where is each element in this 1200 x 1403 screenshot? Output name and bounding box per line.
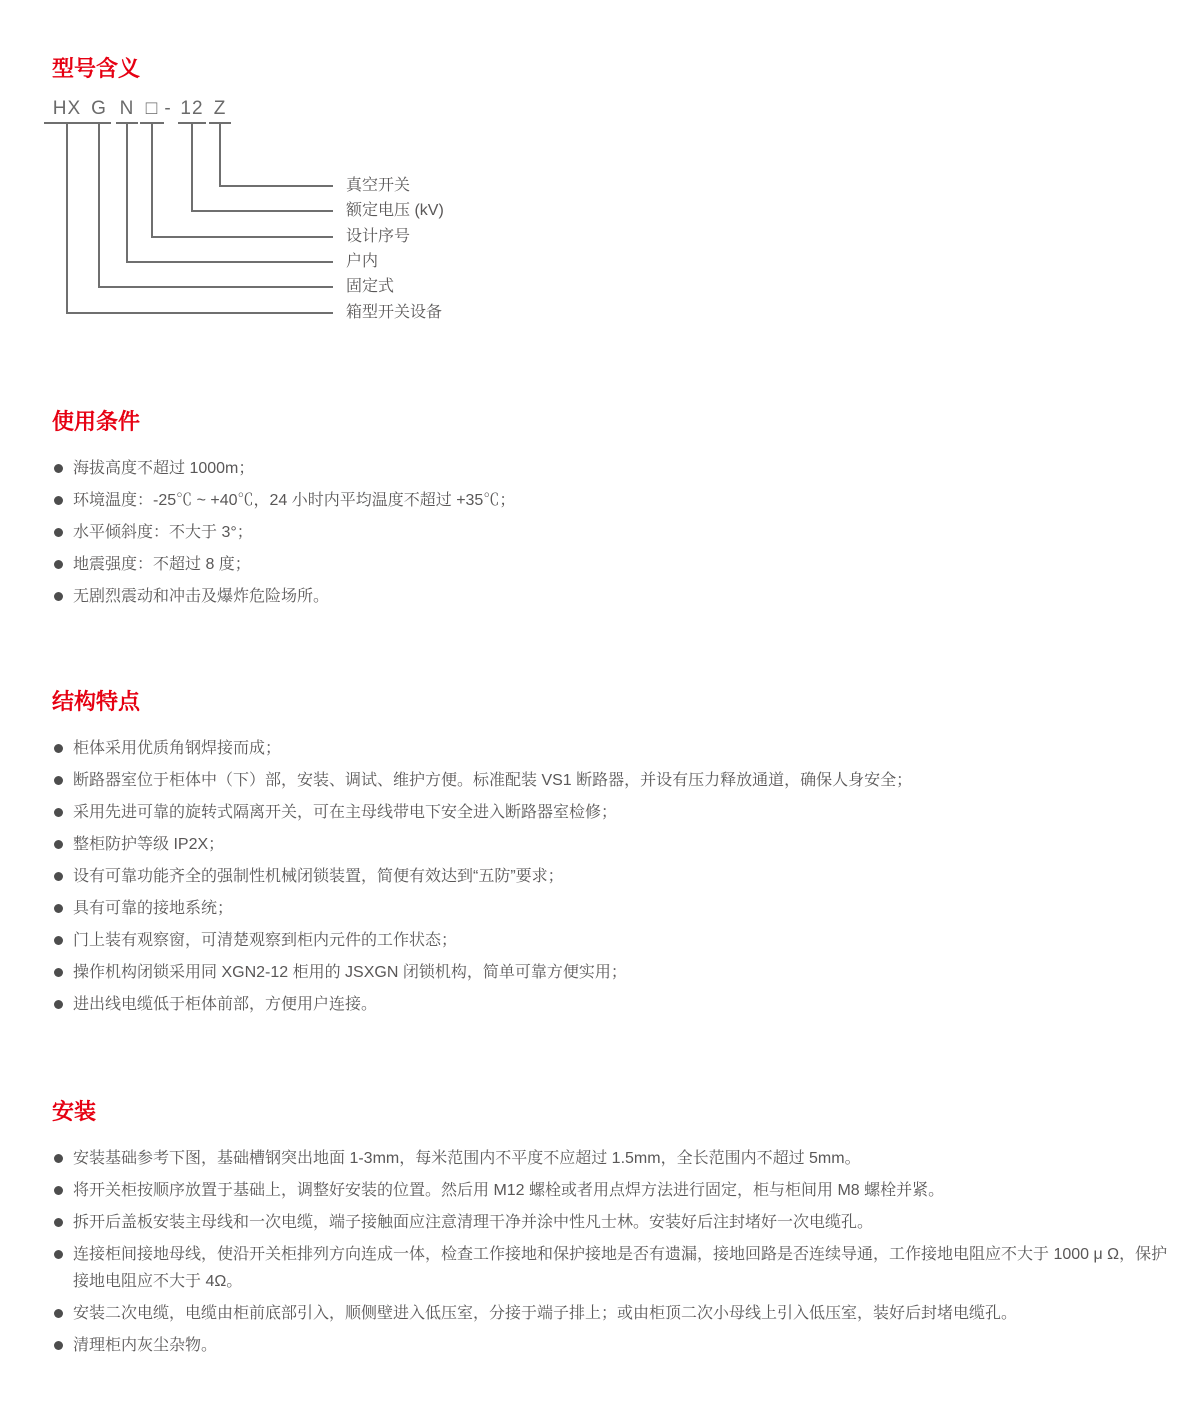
bullet-text: 将开关柜按顺序放置于基础上，调整好安装的位置。然后用 M12 螺栓或者用点焊方法进行固定，柜与柜间用 M8 螺栓并紧。 [73, 1181, 945, 1199]
bullet-text: 无剧烈震动和冲击及爆炸危险场所。 [73, 587, 330, 605]
bullet-icon [54, 528, 63, 537]
list-item [52, 1209, 1182, 1236]
list-item [52, 927, 1182, 954]
bullet-icon [54, 1000, 63, 1009]
connector-vertical-line [66, 122, 68, 314]
model-code-part: 12 [180, 97, 204, 119]
model-code-part: G [91, 97, 107, 119]
section-installation [52, 1098, 1182, 1364]
model-code-part: □ [145, 97, 159, 119]
model-part-label: 固定式 [346, 277, 395, 295]
list-item [52, 519, 1182, 546]
bullet-icon [54, 936, 63, 945]
model-part-label: 户内 [346, 252, 379, 270]
connector-horizontal-line [98, 286, 333, 288]
section-model-meaning [52, 55, 1182, 343]
connector-horizontal-line [219, 185, 333, 187]
install-bullet-list [52, 1145, 1182, 1359]
bullet-icon [54, 744, 63, 753]
list-item [52, 487, 1182, 514]
bullet-text: 安装基础参考下图，基础槽钢突出地面 1-3mm，每米范围内不平度不应超过 1.5mm，全长范围内不超过 5mm。 [73, 1149, 861, 1167]
bullet-text: 连接柜间接地母线，使沿开关柜排列方向连成一体，检查工作接地和保护接地是否有遗漏，接地回路是否连续导通，工作接地电阻应不大于 1000 μ Ω，保护接地电阻应不大于 4Ω。 [73, 1245, 1168, 1290]
model-diagram [52, 98, 652, 343]
bullet-icon [54, 1218, 63, 1227]
connector-horizontal-line [151, 236, 333, 238]
bullet-icon [54, 592, 63, 601]
bullet-icon [54, 872, 63, 881]
bullet-icon [54, 968, 63, 977]
list-item [52, 767, 1182, 794]
list-item [52, 455, 1182, 482]
bullet-text: 地震强度：不超过 8 度； [73, 555, 251, 573]
list-item [52, 1241, 1182, 1295]
section-heading-install: 安装 [52, 1099, 97, 1124]
section-structure-features [52, 688, 1182, 1023]
connector-horizontal-line [66, 312, 333, 314]
list-item [52, 551, 1182, 578]
section-heading-structure: 结构特点 [52, 689, 141, 714]
section-heading-usage: 使用条件 [52, 409, 141, 434]
connector-vertical-line [126, 122, 128, 263]
model-part-label: 箱型开关设备 [346, 303, 443, 321]
connector-horizontal-line [126, 261, 333, 263]
bullet-text: 清理柜内灰尘杂物。 [73, 1336, 218, 1354]
model-code-separator: - [164, 97, 172, 119]
model-code-part: N [119, 97, 135, 119]
model-part-label: 设计序号 [346, 227, 411, 245]
list-item [52, 735, 1182, 762]
list-item [52, 895, 1182, 922]
bullet-icon [54, 808, 63, 817]
list-item [52, 863, 1182, 890]
bullet-text: 整柜防护等级 IP2X； [73, 835, 225, 853]
connector-vertical-line [98, 122, 100, 288]
bullet-icon [54, 1250, 63, 1259]
bullet-icon [54, 840, 63, 849]
bullet-icon [54, 496, 63, 505]
bullet-text: 进出线电缆低于柜体前部，方便用户连接。 [73, 995, 378, 1013]
bullet-text: 安装二次电缆，电缆由柜前底部引入，顺侧壁进入低压室，分接于端子排上；或由柜顶二次小母线上引入低压室，装好后封堵电缆孔。 [73, 1304, 1018, 1322]
model-code-part: HX [52, 97, 82, 119]
list-item [52, 583, 1182, 610]
list-item [52, 1300, 1182, 1327]
bullet-text: 门上装有观察窗，可清楚观察到柜内元件的工作状态； [73, 931, 458, 949]
connector-vertical-line [191, 122, 193, 212]
bullet-icon [54, 464, 63, 473]
connector-vertical-line [151, 122, 153, 238]
bullet-icon [54, 560, 63, 569]
bullet-icon [54, 1341, 63, 1350]
model-part-label: 额定电压 (kV) [346, 201, 444, 219]
bullet-text: 拆开后盖板安装主母线和一次电缆，端子接触面应注意清理干净并涂中性凡士林。安装好后注封堵好一次电缆孔。 [73, 1213, 874, 1231]
bullet-text: 水平倾斜度：不大于 3°； [73, 523, 253, 541]
bullet-text: 断路器室位于柜体中（下）部，安装、调试、维护方便。标准配装 VS1 断路器，并设有压力释放通道，确保人身安全； [73, 771, 913, 789]
connector-vertical-line [219, 122, 221, 187]
list-item [52, 1145, 1182, 1172]
bullet-icon [54, 904, 63, 913]
usage-bullet-list [52, 455, 1182, 610]
list-item [52, 831, 1182, 858]
bullet-text: 柜体采用优质角钢焊接而成； [73, 739, 282, 757]
bullet-icon [54, 776, 63, 785]
list-item [52, 799, 1182, 826]
bullet-text: 设有可靠功能齐全的强制性机械闭锁装置，简便有效达到“五防”要求； [73, 867, 564, 885]
list-item [52, 1177, 1182, 1204]
bullet-icon [54, 1186, 63, 1195]
bullet-icon [54, 1309, 63, 1318]
bullet-text: 具有可靠的接地系统； [73, 899, 234, 917]
bullet-text: 海拔高度不超过 1000m； [73, 459, 255, 477]
connector-horizontal-line [191, 210, 333, 212]
bullet-text: 操作机构闭锁采用同 XGN2-12 柜用的 JSXGN 闭锁机构，简单可靠方便实用； [73, 963, 627, 981]
bullet-text: 环境温度：-25℃ ~ +40℃，24 小时内平均温度不超过 +35℃； [73, 491, 516, 509]
structure-bullet-list [52, 735, 1182, 1018]
list-item [52, 991, 1182, 1018]
list-item [52, 959, 1182, 986]
list-item [52, 1332, 1182, 1359]
model-part-label: 真空开关 [346, 176, 411, 194]
bullet-icon [54, 1154, 63, 1163]
section-usage-conditions [52, 408, 1182, 615]
bullet-text: 采用先进可靠的旋转式隔离开关，可在主母线带电下安全进入断路器室检修； [73, 803, 618, 821]
section-heading-model: 型号含义 [52, 56, 141, 81]
model-code-part: Z [213, 97, 227, 119]
